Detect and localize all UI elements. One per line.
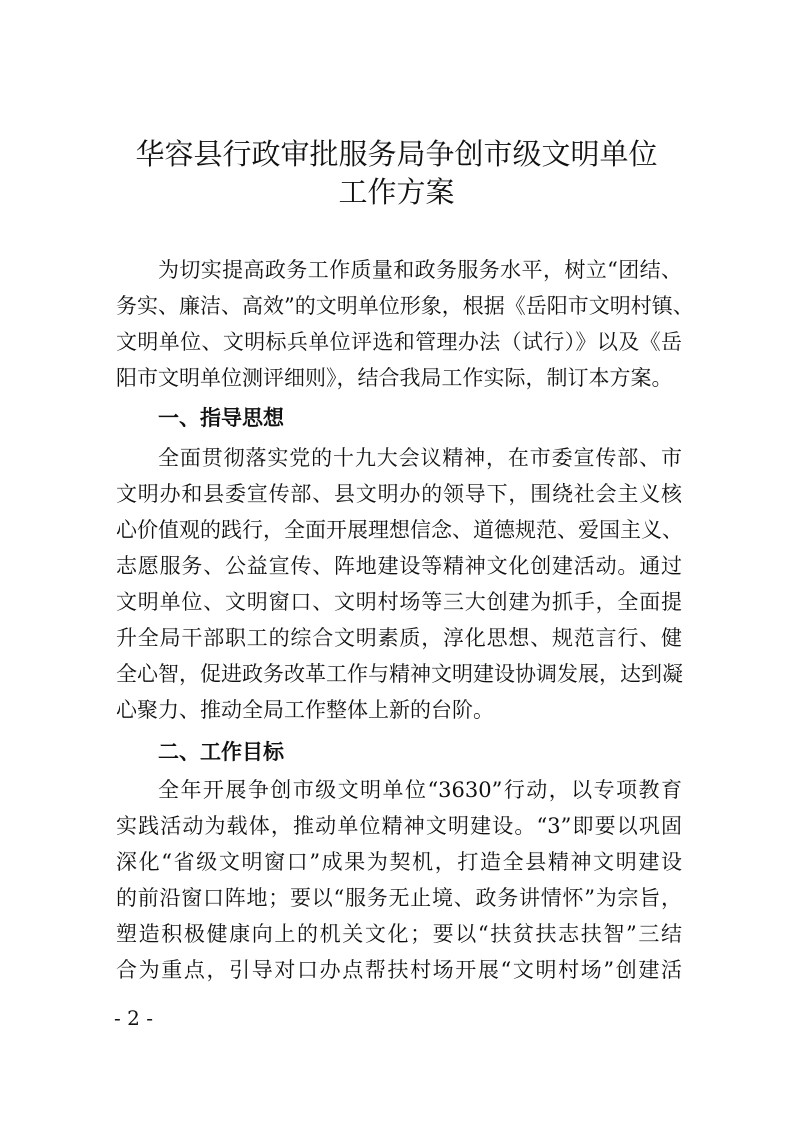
section-1-line: 升全局干部职工的综合文明素质，淳化思想、规范言行、健 xyxy=(116,626,682,650)
intro-line: 务实、廉洁、高效”的文明单位形象，根据《岳阳市文明村镇、 xyxy=(116,294,694,318)
section-1-line: 心聚力、推动全局工作整体上新的台阶。 xyxy=(116,698,494,722)
document-title-line-1: 华容县行政审批服务局争创市级文明单位 xyxy=(135,137,658,171)
intro-line: 文明单位、文明标兵单位评选和管理办法（试行）》以及《岳 xyxy=(116,330,682,354)
section-2-line: 实践活动为载体，推动单位精神文明建设。“3”即要以巩固 xyxy=(116,814,682,838)
page-number: - 2 - xyxy=(114,1006,153,1030)
section-1-line: 文明单位、文明窗口、文明村场等三大创建为抓手，全面提 xyxy=(116,590,682,614)
section-1-line: 全心智，促进政务改革工作与精神文明建设协调发展，达到凝 xyxy=(116,662,683,686)
section-1-line: 志愿服务、公益宣传、阵地建设等精神文化创建活动。通过 xyxy=(116,554,682,578)
section-1-line: 文明办和县委宣传部、县文明办的领导下，围绕社会主义核 xyxy=(116,482,682,506)
intro-line: 为切实提高政务工作质量和政务服务水平，树立“团结、 xyxy=(158,258,682,282)
section-2-line: 塑造积极健康向上的机关文化；要以“扶贫扶志扶智”三结 xyxy=(116,922,682,946)
section-1-line: 全面贯彻落实党的十九大会议精神，在市委宣传部、市 xyxy=(158,446,682,470)
intro-line: 阳市文明单位测评细则》，结合我局工作实际，制订本方案。 xyxy=(116,366,673,390)
section-heading-work-goals: 二、工作目标 xyxy=(158,740,284,764)
section-heading-guiding-ideology: 一、指导思想 xyxy=(158,406,284,430)
section-2-line: 的前沿窗口阵地；要以“服务无止境、政务讲情怀”为宗旨， xyxy=(116,886,682,910)
section-2-line: 深化“省级文明窗口”成果为契机，打造全县精神文明建设 xyxy=(116,850,682,874)
section-2-line: 合为重点，引导对口办点帮扶村场开展“文明村场”创建活 xyxy=(116,958,682,982)
document-title-line-2: 工作方案 xyxy=(338,175,455,209)
section-2-line: 全年开展争创市级文明单位“3630”行动，以专项教育 xyxy=(158,778,682,802)
section-1-line: 心价值观的践行，全面开展理想信念、道德规范、爱国主义、 xyxy=(116,518,683,542)
